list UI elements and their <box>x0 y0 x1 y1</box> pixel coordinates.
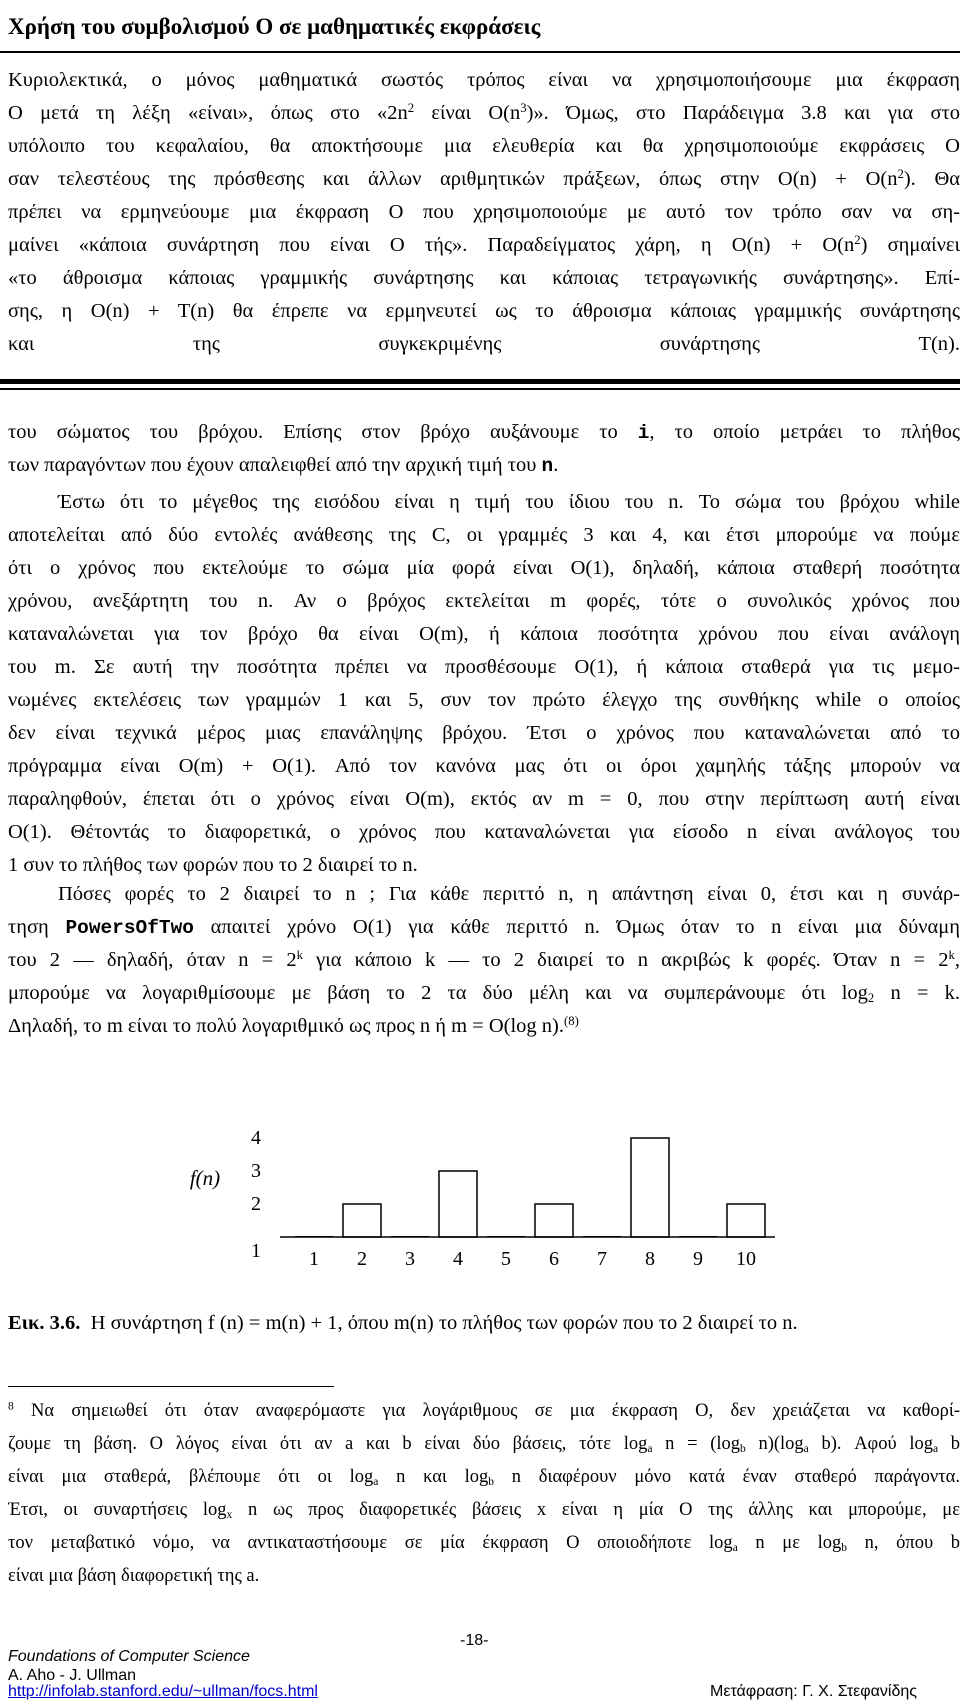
box-paragraph-line: και της συγκεκριμένης συνάρτησης T(n). <box>8 333 960 355</box>
body-paragraph-3-line: Δηλαδή, το m είναι το πολύ λογαριθμικό ως προς n ή m = O(log n).$^{(8)}$ <box>8 1014 579 1037</box>
footnote-line: $^8$ Να σημειωθεί ότι όταν αναφερόμαστε για λογάριθμους σε μια έκφραση O, δεν χρειάζεται να καθορί- <box>8 1400 960 1421</box>
box-bottom-rule-thick <box>0 379 960 384</box>
body-paragraph-3-line: του 2 — δηλαδή, όταν $n = 2^k$ για κάποιο k — το 2 διαιρεί το n ακριβώς k φορές. Όταν $n = 2^k$, <box>8 948 960 971</box>
body-paragraph-2-line: χρόνου, ανεξάρτητη του n. Αν ο βρόχος εκτελείται m φορές, τότε ο συνολικός χρόνος που <box>8 590 960 612</box>
figure-caption <box>8 1312 960 1335</box>
body-paragraph-3-line: τηση PowersOfTwo απαιτεί χρόνο O(1) για κάθε περιττό n. Όμως όταν το n είναι μια δύναμη <box>8 916 960 939</box>
box-paragraph-line: υπόλοιπο του κεφαλαίου, θα αποκτήσουμε μια ελευθερία και θα χρησιμοποιούμε εκφράσεις O <box>8 135 960 157</box>
body-paragraph-2-line: 1 συν το πλήθος των φορών που το 2 διαιρεί το n. <box>8 854 418 876</box>
box-paragraph-line: O μετά τη λέξη «είναι», όπως στο «$2n^2$ είναι $O(n^3)$». Όμως, στο Παράδειγμα 3.8 και για στο <box>8 101 960 124</box>
footer-authors: A. Aho - J. Ullman <box>8 1667 137 1684</box>
box-paragraph-line: μαίνει «κάποια συνάρτηση που είναι O τής». Παραδείγματος χάρη, η $O(n) + O(n^2)$ σημαίνει <box>8 233 960 256</box>
bar <box>391 1236 429 1237</box>
bar <box>631 1138 669 1237</box>
body-paragraph-2-line: αποτελείται από δύο εντολές ανάθεσης της C, οι γραμμές 3 και 4, και έτσι μπορούμε να πούμε <box>8 524 960 546</box>
body-paragraph-2-line: του m. Σε αυτή την ποσότητα πρέπει να προσθέσουμε O(1), ή κάποια σταθερά για τις μεμο- <box>8 656 960 678</box>
y-axis-label: f(n) <box>189 1166 221 1190</box>
x-tick-label: 3 <box>405 1248 415 1270</box>
x-tick-label: 6 <box>549 1248 559 1270</box>
body-paragraph-1 <box>8 416 960 482</box>
x-tick-label: 2 <box>357 1248 367 1270</box>
footer-book-title: Foundations of Computer Science <box>8 1648 250 1665</box>
footer-translator: Μετάφραση: Γ. Χ. Στεφανίδης <box>710 1683 917 1700</box>
box-paragraph-line: Κυριολεκτικά, ο μόνος μαθηματικά σωστός τρόπος είναι να χρησιμοποιήσουμε μια έκφραση <box>8 69 960 91</box>
box-top-rule <box>0 51 960 53</box>
page-number: -18- <box>460 1632 489 1649</box>
bar <box>439 1171 477 1237</box>
box-paragraph <box>8 64 960 361</box>
section-title: Χρήση του συμβολισμού O σε μαθηματικές εκφράσεις <box>8 14 541 39</box>
bar <box>343 1204 381 1237</box>
bar <box>583 1236 621 1237</box>
box-paragraph-line: σαν τελεστέους της πρόσθεσης και άλλων αριθμητικών πράξεων, όπως στην $O(n) + O(n^2)$. Θα <box>8 167 960 190</box>
body-paragraph-2-line: πρόγραμμα είναι O(m) + O(1). Από τον κανόνα μας ότι οι όροι χαμηλής τάξης μπορούν να <box>8 755 960 777</box>
body-paragraph-2-line: καταναλώνεται για τον βρόχο θα είναι O(m), ή κάποια ποσότητα χρόνου που είναι ανάλογη <box>8 623 960 645</box>
x-tick-label: 5 <box>501 1248 511 1270</box>
body-paragraph-3-line: μπορούμε να λογαριθμίσουμε με βάση το 2 τα δύο μέλη και να συμπεράνουμε ότι $\log_2 n = k$. <box>8 982 960 1006</box>
footnote-line: ζουμε τη βάση. Ο λόγος είναι ότι αν a και b είναι δύο βάσεις, τότε $\log_a n = (\log_b$ $n)(\log_a$ b). Αφού $\log_a b$ <box>8 1434 960 1455</box>
footer-url-link[interactable]: http://infolab.stanford.edu/~ullman/focs.html <box>8 1683 318 1700</box>
footnote-rule <box>8 1386 334 1387</box>
bar <box>727 1204 765 1237</box>
x-tick-label: 1 <box>309 1248 319 1270</box>
x-tick-label: 4 <box>453 1248 463 1270</box>
box-paragraph-line: «το άθροισμα κάποιας γραμμικής συνάρτησης και κάποιας τετραγωνικής συνάρτησης». Επί- <box>8 267 960 289</box>
body-paragraph-3 <box>8 878 960 1043</box>
y-tick-label: 1 <box>251 1240 261 1262</box>
footnote-line: τον μεταβατικό νόμο, να αντικαταστήσουμε σε μία έκφραση O οποιοδήποτε $\log_a n$ με $\log_b n$, όπου b <box>8 1533 960 1554</box>
x-tick-label: 7 <box>597 1248 607 1270</box>
box-bottom-rule-thin <box>0 388 960 390</box>
body-paragraph-1-line: των παραγόντων που έχουν απαλειφθεί από την αρχική τιμή του n. <box>8 454 559 477</box>
footnote-line: Έτσι, οι συναρτήσεις $\log_x n$ ως προς διαφορετικές βάσεις x είναι η μία O της άλλης και μπορούμε, με <box>8 1500 960 1521</box>
figure-caption-text: Η συνάρτηση f (n) = m(n) + 1, όπου m(n) το πλήθος των φορών που το 2 διαιρεί το n. <box>90 1312 798 1334</box>
body-paragraph-2-line: Έστω ότι το μέγεθος της εισόδου είναι η τιμή του ίδιου του n. Το σώμα του βρόχου while <box>58 491 960 513</box>
x-tick-label: 10 <box>736 1248 756 1270</box>
body-paragraph-1-line: του σώματος του βρόχου. Επίσης στον βρόχο αυξάνουμε το i, το οποίο μετράει το πλήθος <box>8 421 960 444</box>
body-paragraph-3-line: Πόσες φορές το 2 διαιρεί το n ; Για κάθε περιττό n, η απάντηση είναι 0, έτσι και η συνάρ- <box>58 883 960 905</box>
x-tick-label: 9 <box>693 1248 703 1270</box>
bar <box>679 1236 717 1237</box>
box-paragraph-line: σης, η O(n) + T(n) θα έπρεπε να ερμηνευτεί ως το άθροισμα κάποιας γραμμικής συνάρτησης <box>8 300 960 322</box>
body-paragraph-2 <box>8 486 960 882</box>
body-paragraph-2-line: O(1). Θέτοντάς το διαφορετικά, ο χρόνος που καταναλώνεται για είσοδο n είναι ανάλογος του <box>8 821 960 843</box>
figure-caption-label: Εικ. 3.6. <box>8 1312 81 1334</box>
x-tick-label: 8 <box>645 1248 655 1270</box>
bar <box>487 1236 525 1237</box>
figure-bar-chart <box>0 1052 960 1282</box>
box-paragraph-line: πρέπει να ερμηνεύουμε μια έκφραση O που χρησιμοποιούμε με αυτό τον τρόπο σαν να ση- <box>8 201 960 223</box>
y-tick-label: 2 <box>251 1193 261 1215</box>
body-paragraph-2-line: ότι ο χρόνος που εκτελούμε το σώμα μία φορά είναι O(1), δηλαδή, κάποια σταθερή ποσότητα <box>8 557 960 579</box>
bar <box>535 1204 573 1237</box>
footnote-line: είναι μια βάση διαφορετική της a. <box>8 1566 260 1586</box>
body-paragraph-2-line: νωμένες εκτελέσεις των γραμμών 1 και 5, συν τον πρώτο έλεγχο της συνθήκης while ο οποίος <box>8 689 960 711</box>
footnote <box>8 1396 960 1594</box>
bar <box>295 1236 333 1237</box>
body-paragraph-2-line: δεν είναι τεχνικά μέρος μιας επανάληψης βρόχου. Έτσι ο χρόνος που καταναλώνεται από το <box>8 722 960 744</box>
footnote-line: είναι μια σταθερά, βλέπουμε ότι οι $\log_a n$ και $\log_b n$ διαφέρουν μόνο κατά έναν σταθερό παράγοντα. <box>8 1467 960 1488</box>
y-tick-label: 4 <box>251 1127 261 1149</box>
y-tick-label: 3 <box>251 1160 261 1182</box>
body-paragraph-2-line: παραληφθούν, έπεται ότι ο χρόνος είναι O(m), εκτός αν m = 0, που στην περίπτωση αυτή είναι <box>8 788 960 810</box>
